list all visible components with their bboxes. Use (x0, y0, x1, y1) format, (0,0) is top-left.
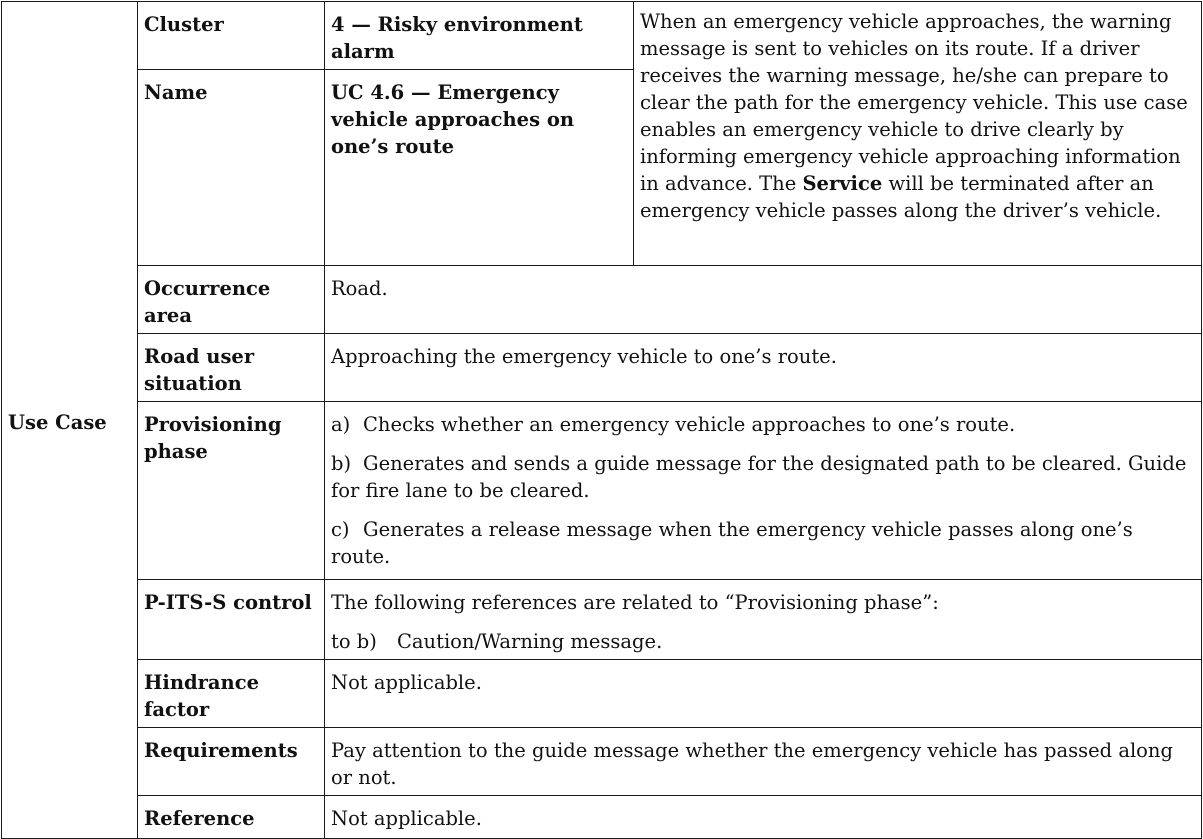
provisioning-text-c: Generates a release message when the emergency vehicle passes along one’s route. (331, 518, 1133, 568)
p-its-s-intro: The following references are related to “Provisioning phase”: (331, 591, 939, 614)
provisioning-item-b (331, 450, 1195, 504)
field-reference: Reference (138, 796, 325, 839)
row-requirements (2, 728, 1202, 796)
value-description (634, 2, 1202, 266)
field-requirements: Requirements (138, 728, 325, 796)
field-road-user-situation: Road user situation (138, 334, 325, 402)
field-provisioning-phase: Provisioning phase (138, 402, 325, 580)
value-provisioning-phase (325, 402, 1202, 580)
row-cluster (2, 2, 1202, 70)
provisioning-marker-a: a) (331, 413, 351, 436)
description-text-1: When an emergency vehicle approaches, the warning message is sent to vehicles on its route. If a driver receives the warning message, he/she can prepare to clear the path for the emergency vehicle. This use case enables an emergency vehicle to drive clearly by informing emergency vehicle approaching information in advance. The (640, 10, 1188, 195)
p-its-s-ref-text: Caution/Warning message. (397, 630, 663, 653)
field-cluster: Cluster (138, 2, 325, 70)
section-label: Use Case (2, 2, 138, 839)
row-road-user-situation (2, 334, 1202, 402)
row-hindrance-factor (2, 660, 1202, 728)
field-occurrence-area: Occurrence area (138, 266, 325, 334)
value-hindrance-factor: Not applicable. (325, 660, 1202, 728)
use-case-table (1, 1, 1202, 839)
row-provisioning-phase (2, 402, 1202, 580)
row-occurrence-area (2, 266, 1202, 334)
description-text-service: Service (802, 172, 883, 195)
provisioning-text-b: Generates and sends a guide message for the designated path to be cleared. Guide for fire lane to be cleared. (331, 452, 1187, 502)
p-its-s-ref-marker: to b) (331, 630, 377, 653)
value-occurrence-area: Road. (325, 266, 1202, 334)
row-reference (2, 796, 1202, 839)
value-name: UC 4.6 — Emergency vehicle approaches on one’s route (325, 70, 634, 266)
provisioning-item-c (331, 516, 1195, 570)
p-its-s-reference (331, 628, 1195, 655)
provisioning-marker-c: c) (331, 518, 350, 541)
value-p-its-s-control (325, 580, 1202, 660)
field-hindrance-factor: Hindrance factor (138, 660, 325, 728)
value-cluster: 4 — Risky environment alarm (325, 2, 634, 70)
field-p-its-s-control: P-ITS-S control (138, 580, 325, 660)
value-reference: Not applicable. (325, 796, 1202, 839)
provisioning-marker-b: b) (331, 452, 352, 475)
provisioning-item-a (331, 411, 1195, 438)
field-name: Name (138, 70, 325, 266)
provisioning-text-a: Checks whether an emergency vehicle approaches to one’s route. (363, 413, 1016, 436)
row-p-its-s-control (2, 580, 1202, 660)
value-requirements: Pay attention to the guide message whether the emergency vehicle has passed along or not. (325, 728, 1202, 796)
value-road-user-situation: Approaching the emergency vehicle to one’s route. (325, 334, 1202, 402)
description-text-2: will be terminated after an emergency vehicle passes along the driver’s vehicle. (640, 172, 1162, 222)
